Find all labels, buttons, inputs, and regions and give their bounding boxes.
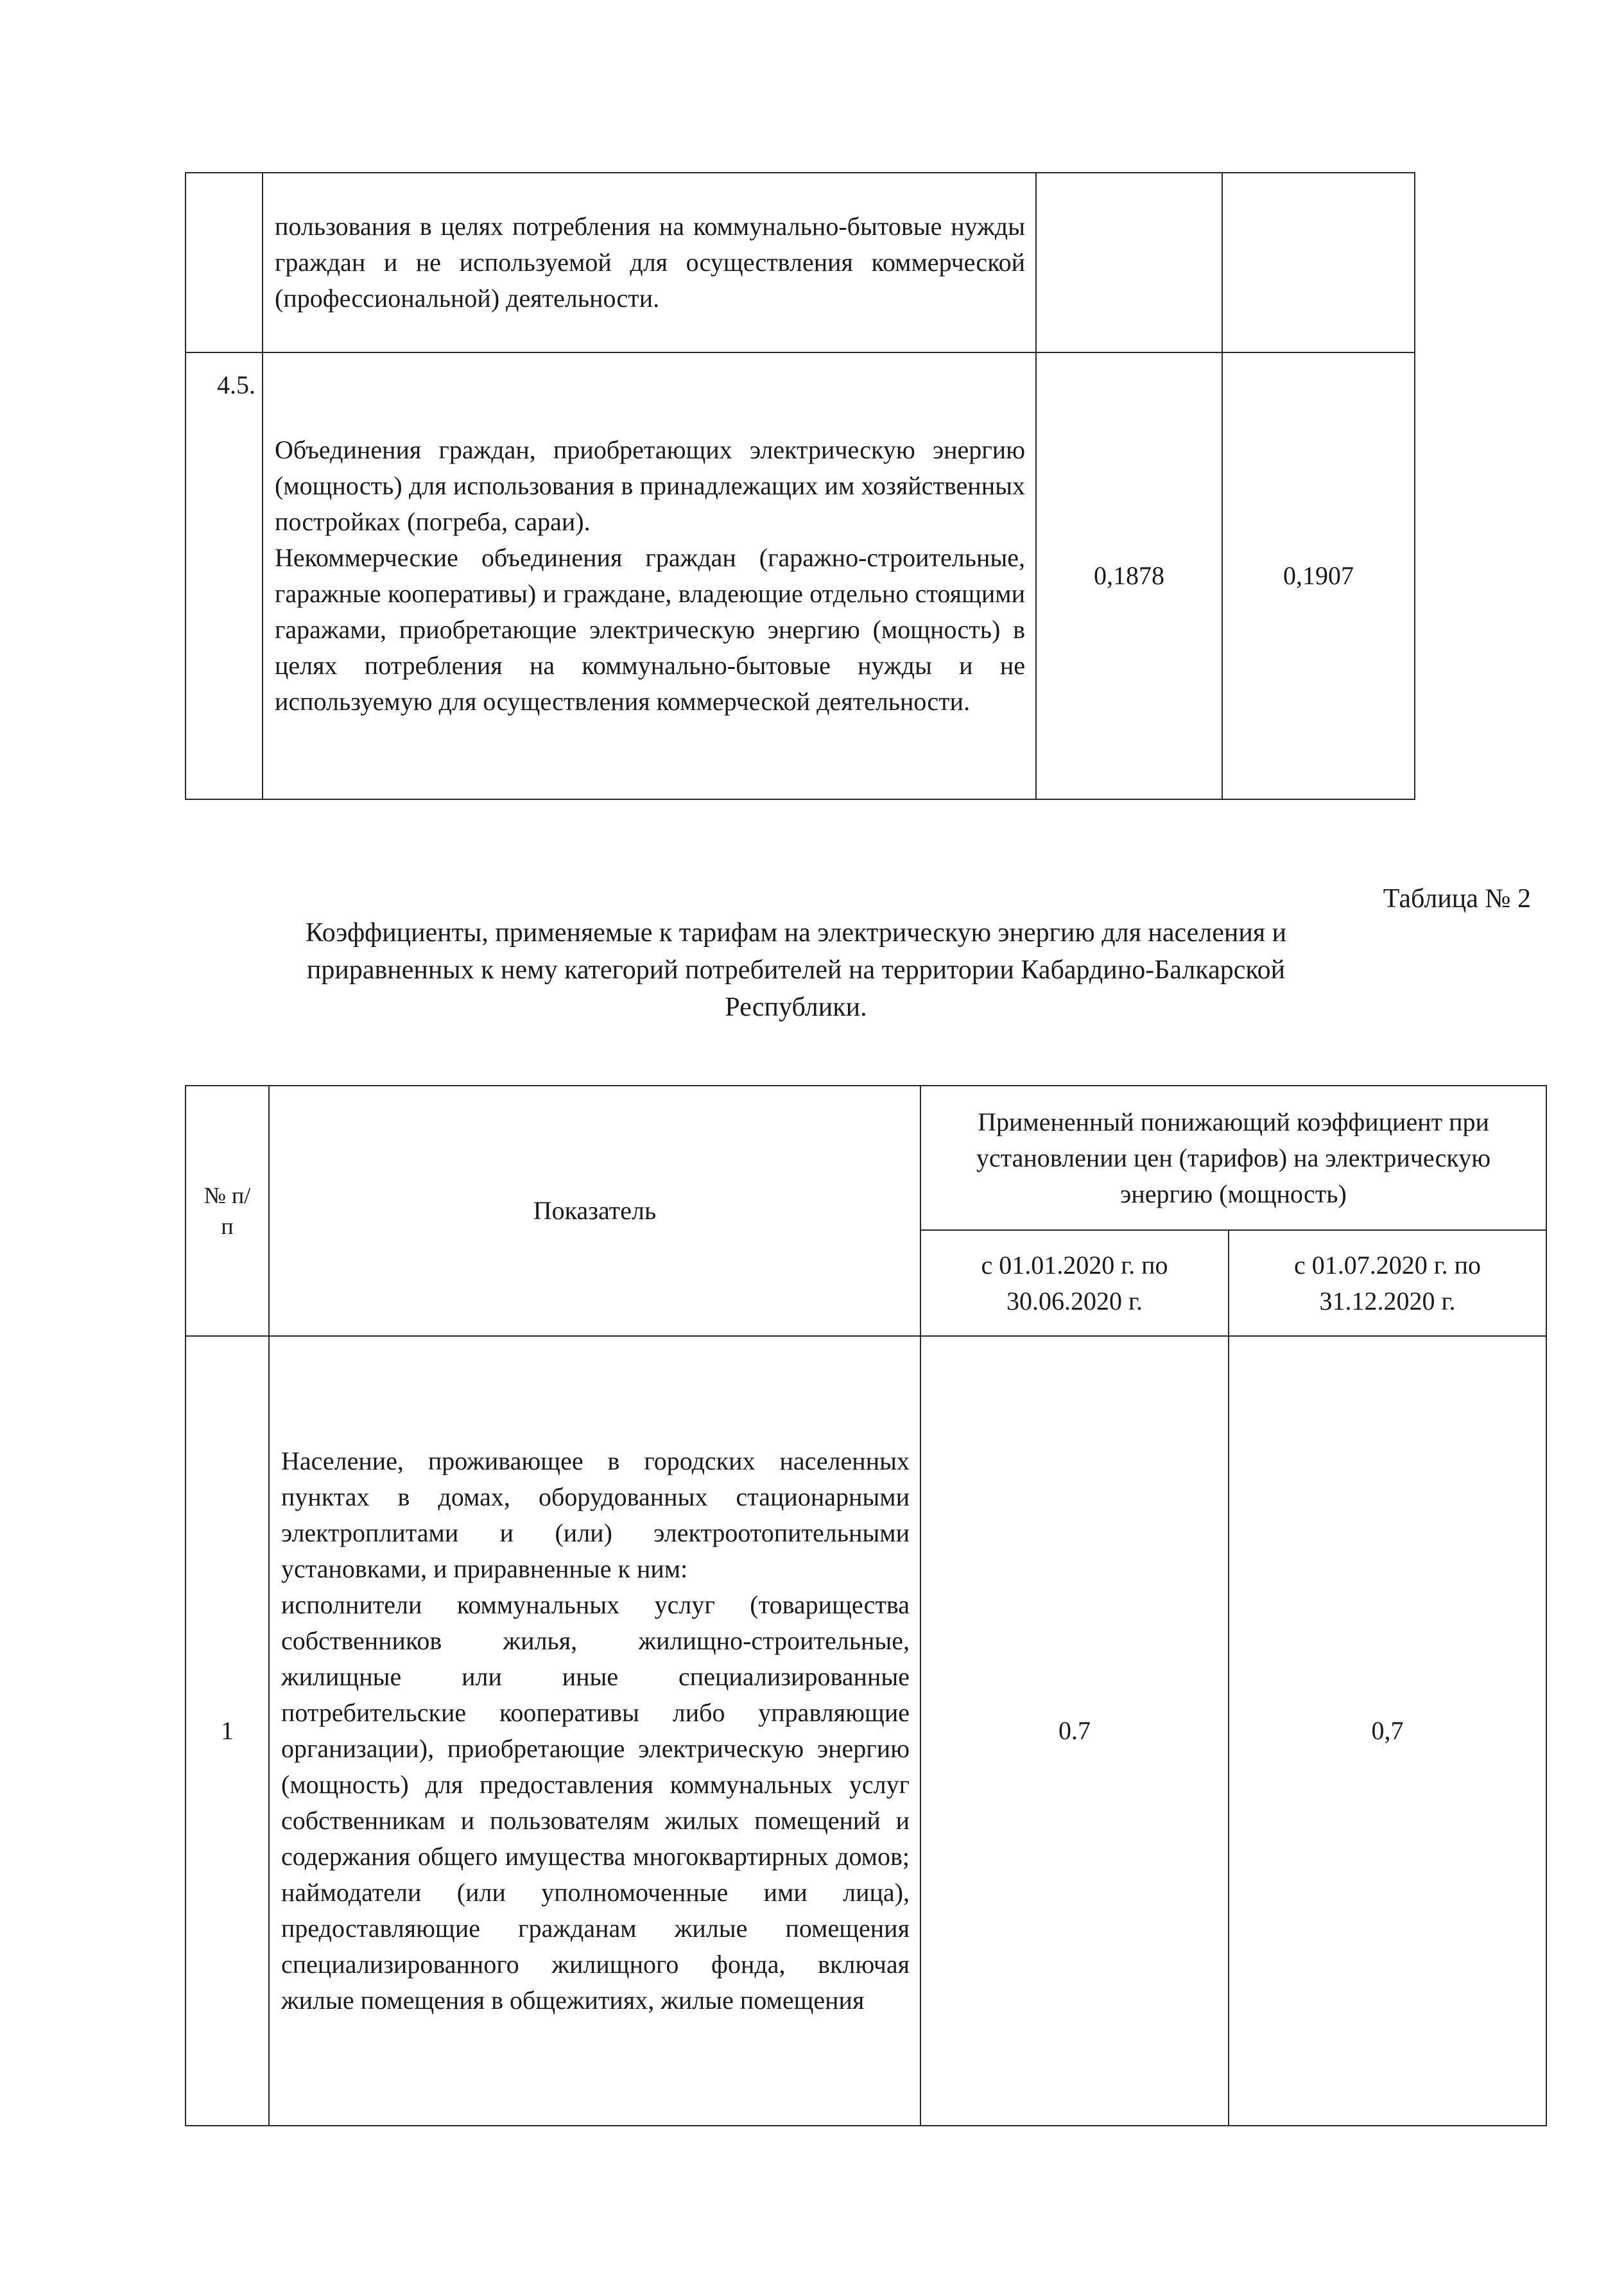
row-number [186, 173, 263, 352]
header-indicator: Показатель [269, 1086, 920, 1336]
header-period-1: с 01.01.2020 г. по 30.06.2020 г. [920, 1230, 1229, 1336]
table-title: Коэффициенты, применяемые к тарифам на электрическую энергию для населения и приравненных к нему категорий потребителей на территории Кабардино-Балкарской Республики. [305, 918, 1287, 1022]
row-description [263, 352, 1036, 799]
paragraph: Некоммерческие объединения граждан (гаражно-строительные, гаражные кооперативы) и граждане, владеющие отдельно стоящими гаражами, приобретающие электрическую энергию (мощность) в целях потребления на коммунально-бытовые нужды и не используемую для осуществления коммерческой деятельности. [275, 543, 1025, 716]
value-cell [1036, 173, 1222, 352]
header-coefficient: Примененный понижающий коэффициент при установлении цен (тарифов) на электрическую энергию (мощность) [920, 1086, 1546, 1230]
value-cell: 0,1907 [1222, 352, 1415, 799]
row-description [269, 1336, 920, 2126]
header-row [186, 1086, 1546, 1230]
coefficient-table [185, 1085, 1547, 2126]
value-cell: 0,7 [1229, 1336, 1546, 2126]
header-period-2: с 01.07.2020 г. по 31.12.2020 г. [1229, 1230, 1546, 1336]
value-cell [1222, 173, 1415, 352]
header-number: № п/п [186, 1086, 269, 1336]
table-row [186, 173, 1415, 352]
row-description [263, 173, 1036, 352]
paragraph: Население, проживающее в городских населенных пунктах в домах, оборудованных стационарными электроплитами и (или) электроотопительными установками, и приравненные к ним: [281, 1446, 910, 1583]
paragraph: исполнители коммунальных услуг (товарищества собственников жилья, жилищно-строительные, жилищные или иные специализированные потребительские кооперативы либо управляющие организации), приобретающие электрическую энергию (мощность) для предоставления коммунальных услуг собственникам и пользователям жилых помещений и содержания общего имущества многоквартирных домов; наймодатели (или уполномоченные ими лица), предоставляющие гражданам жилые помещения специализированного жилищного фонда, включая жилые помещения в общежитиях, жилые помещения [281, 1590, 910, 2015]
table-row [186, 352, 1415, 799]
tariff-table-1 [185, 172, 1415, 800]
paragraph: пользования в целях потребления на коммунально-бытовые нужды граждан и не используемой для осуществления коммерческой (профессиональной) деятельности. [275, 212, 1025, 313]
paragraph: Объединения граждан, приобретающих электрическую энергию (мощность) для использования в принадлежащих им хозяйственных постройках (погреба, сараи). [275, 435, 1025, 536]
value-cell: 0,1878 [1036, 352, 1222, 799]
table-row [186, 1336, 1546, 2126]
row-number: 4.5. [186, 352, 263, 799]
value-cell: 0.7 [920, 1336, 1229, 2126]
row-number: 1 [186, 1336, 269, 2126]
table-label: Таблица № 2 [1383, 884, 1531, 914]
